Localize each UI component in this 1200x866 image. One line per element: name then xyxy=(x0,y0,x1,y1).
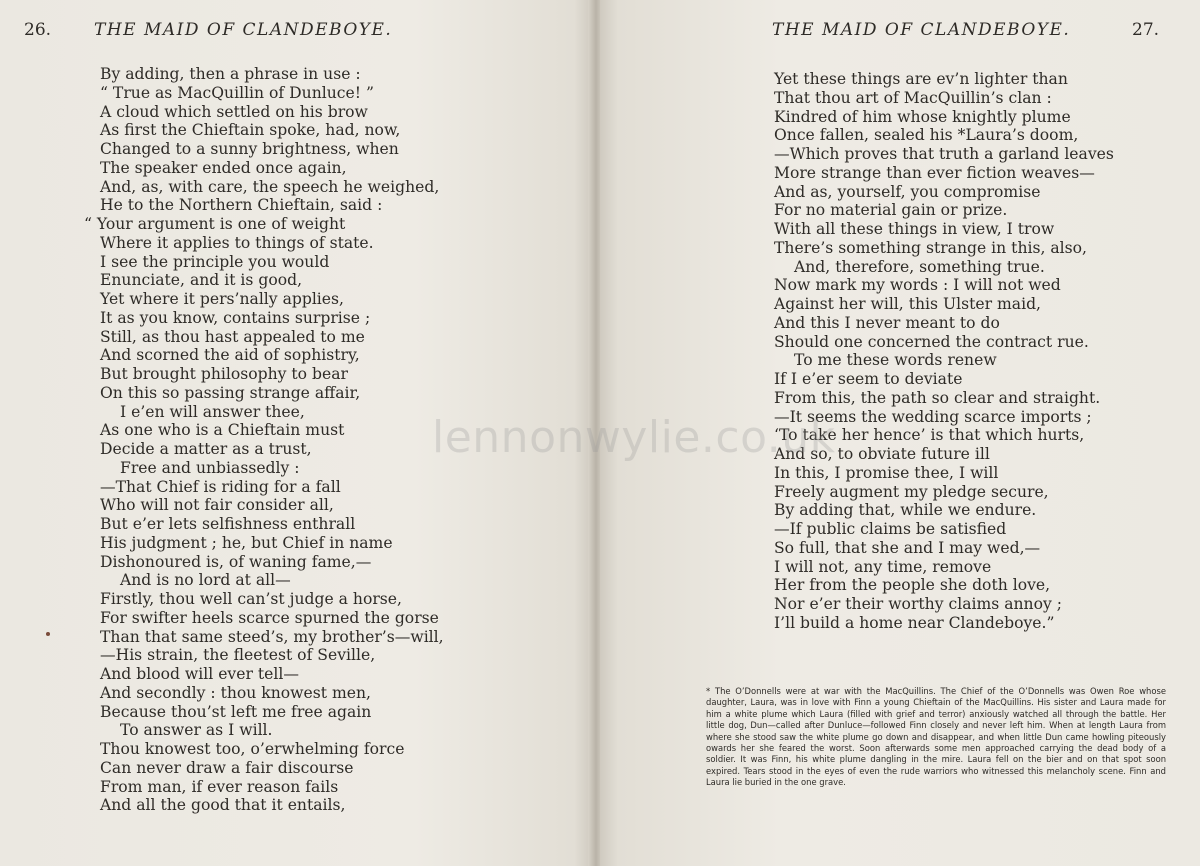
poem-line: I e’en will answer thee, xyxy=(120,402,305,421)
poem-line: And blood will ever tell— xyxy=(100,665,299,683)
running-head-left xyxy=(94,20,392,40)
poem-line: Now mark my words : I will not wed xyxy=(774,276,1061,295)
poem-line: Against her will, this Ulster maid, xyxy=(774,295,1042,313)
poem-line: By adding that, while we endure. xyxy=(774,501,1037,520)
poem-line: Still, as thou hast appealed to me xyxy=(100,327,365,346)
poem-line: With all these things in view, I trow xyxy=(774,220,1055,238)
running-head-left-text: THE MAID OF CLANDEBOYE. xyxy=(94,20,393,40)
poem-line: And, therefore, something true. xyxy=(794,257,1045,276)
poem-line: Because thou’st left me free again xyxy=(100,702,372,721)
poem-line: Yet where it pers’nally applies, xyxy=(100,290,344,308)
poem-line: It as you know, contains surprise ; xyxy=(100,308,371,327)
poem-line: But brought philosophy to bear xyxy=(100,365,348,383)
poem-line: Dishonoured is, of waning fame,— xyxy=(100,552,372,571)
poem-line: Nor e’er their worthy claims annoy ; xyxy=(774,595,1063,613)
poem-line: And so, to obviate future ill xyxy=(774,445,990,463)
poem-line: Free and unbiassedly : xyxy=(120,458,300,477)
poem-line: From man, if ever reason fails xyxy=(100,777,339,796)
poem-line: As first the Chieftain spoke, had, now, xyxy=(100,121,401,140)
poem-line: If I e’er seem to deviate xyxy=(774,370,963,388)
poem-line: Freely augment my pledge secure, xyxy=(774,482,1049,501)
poem-line: He to the Northern Chieftain, said : xyxy=(100,196,383,215)
poem-line: And, as, with care, the speech he weighed, xyxy=(100,177,440,196)
poem-text-right xyxy=(774,70,1114,633)
poem-line: A cloud which settled on his brow xyxy=(100,102,368,121)
poem-line: The speaker ended once again, xyxy=(100,158,347,177)
poem-line: I see the principle you would xyxy=(100,252,330,271)
poem-line: —If public claims be satisfied xyxy=(774,520,1007,538)
poem-line: Where it applies to things of state. xyxy=(100,233,374,252)
poem-line: To me these words renew xyxy=(794,351,997,370)
poem-line: Enunciate, and it is good, xyxy=(100,271,303,290)
poem-line: Firstly, thou well can’st judge a horse, xyxy=(100,590,402,608)
poem-line: —It seems the wedding scarce imports ; xyxy=(774,407,1092,426)
poem-line: But e’er lets selfishness enthrall xyxy=(100,515,356,533)
watermark: lennonwylie.co.uk xyxy=(432,412,836,463)
poem-line: To answer as I will. xyxy=(120,721,273,740)
running-head-right xyxy=(772,20,1070,40)
poem-line: For no material gain or prize. xyxy=(774,201,1008,220)
poem-line: “ Your argument is one of weight xyxy=(84,215,346,233)
poem-line: On this so passing strange affair, xyxy=(100,383,361,402)
poem-line: Decide a matter as a trust, xyxy=(100,440,312,458)
poem-line: And as, yourself, you compromise xyxy=(774,182,1041,201)
footnote: * The O’Donnells were at war with the MacQuillins. The Chief of the O’Donnells was Owen Roe whose daughter, Laura, was in love with Finn a young Chieftain of the MacQuillins. His sister and Laura made for him a white plume which Laura (filled with grief and terror) anxiously watched all through the battle. Her little dog, Dun—called after Dunluce—followed Finn closely and never left him. When at length Laura from where she stood saw the white plume go down and disappear, and when little Dun came howling piteously owards her she feared the worst. Soon afterwards some men approached carrying the dead body of a soldier. It was Finn, his white plume dangling in the mire. Laura fell on the bier and on that spot soon expired. Tears stood in the eyes of even the rude warriors who witnessed this melancholy scene. Finn and Laura lie buried in the one grave. xyxy=(706,686,1166,788)
poem-line: And this I never meant to do xyxy=(774,313,1000,332)
page-number-right: 27. xyxy=(1132,20,1160,40)
poem-line: Than that same steed’s, my brother’s—will, xyxy=(100,627,444,646)
poem-line: That thou art of MacQuillin’s clan : xyxy=(774,88,1052,107)
poem-line: So full, that she and I may wed,— xyxy=(774,538,1041,557)
ink-spot xyxy=(46,632,50,636)
poem-line: ‘To take her hence’ is that which hurts, xyxy=(774,426,1085,445)
poem-line: His judgment ; he, but Chief in name xyxy=(100,533,393,552)
poem-line: From this, the path so clear and straight. xyxy=(774,388,1101,407)
poem-line: I’ll build a home near Clandeboye.” xyxy=(774,613,1055,632)
poem-line: —That Chief is riding for a fall xyxy=(100,477,341,496)
poem-line: More strange than ever fiction weaves— xyxy=(774,163,1095,182)
poem-line: In this, I promise thee, I will xyxy=(774,463,999,482)
poem-line: And scorned the aid of sophistry, xyxy=(100,346,360,365)
poem-line: Should one concerned the contract rue. xyxy=(774,332,1089,351)
poem-line: —Which proves that truth a garland leaves xyxy=(774,145,1114,163)
poem-line: Who will not fair consider all, xyxy=(100,496,334,515)
poem-line: —His strain, the fleetest of Seville, xyxy=(100,646,376,665)
poem-line: By adding, then a phrase in use : xyxy=(100,65,361,83)
poem-line: Changed to a sunny brightness, when xyxy=(100,140,399,158)
poem-line: There’s something strange in this, also, xyxy=(774,238,1088,257)
poem-line: Can never draw a fair discourse xyxy=(100,758,354,777)
poem-line: And is no lord at all— xyxy=(120,571,291,590)
poem-line: Her from the people she doth love, xyxy=(774,576,1051,595)
poem-line: Yet these things are ev’n lighter than xyxy=(774,70,1068,88)
poem-line: And secondly : thou knowest men, xyxy=(100,683,371,702)
poem-line: Kindred of him whose knightly plume xyxy=(774,107,1071,126)
page-number-left: 26. xyxy=(24,20,52,40)
poem-line: And all the good that it entails, xyxy=(100,796,346,815)
running-head-right-text: THE MAID OF CLANDEBOYE. xyxy=(772,20,1071,40)
poem-line: Once fallen, sealed his *Laura’s doom, xyxy=(774,126,1079,145)
poem-line: I will not, any time, remove xyxy=(774,557,992,576)
poem-line: Thou knowest too, o’erwhelming force xyxy=(100,740,405,758)
poem-line: For swifter heels scarce spurned the gorse xyxy=(100,608,439,627)
poem-line: As one who is a Chieftain must xyxy=(100,421,345,440)
poem-text-left xyxy=(84,65,444,815)
poem-line: “ True as MacQuillin of Dunluce! ” xyxy=(100,83,374,102)
